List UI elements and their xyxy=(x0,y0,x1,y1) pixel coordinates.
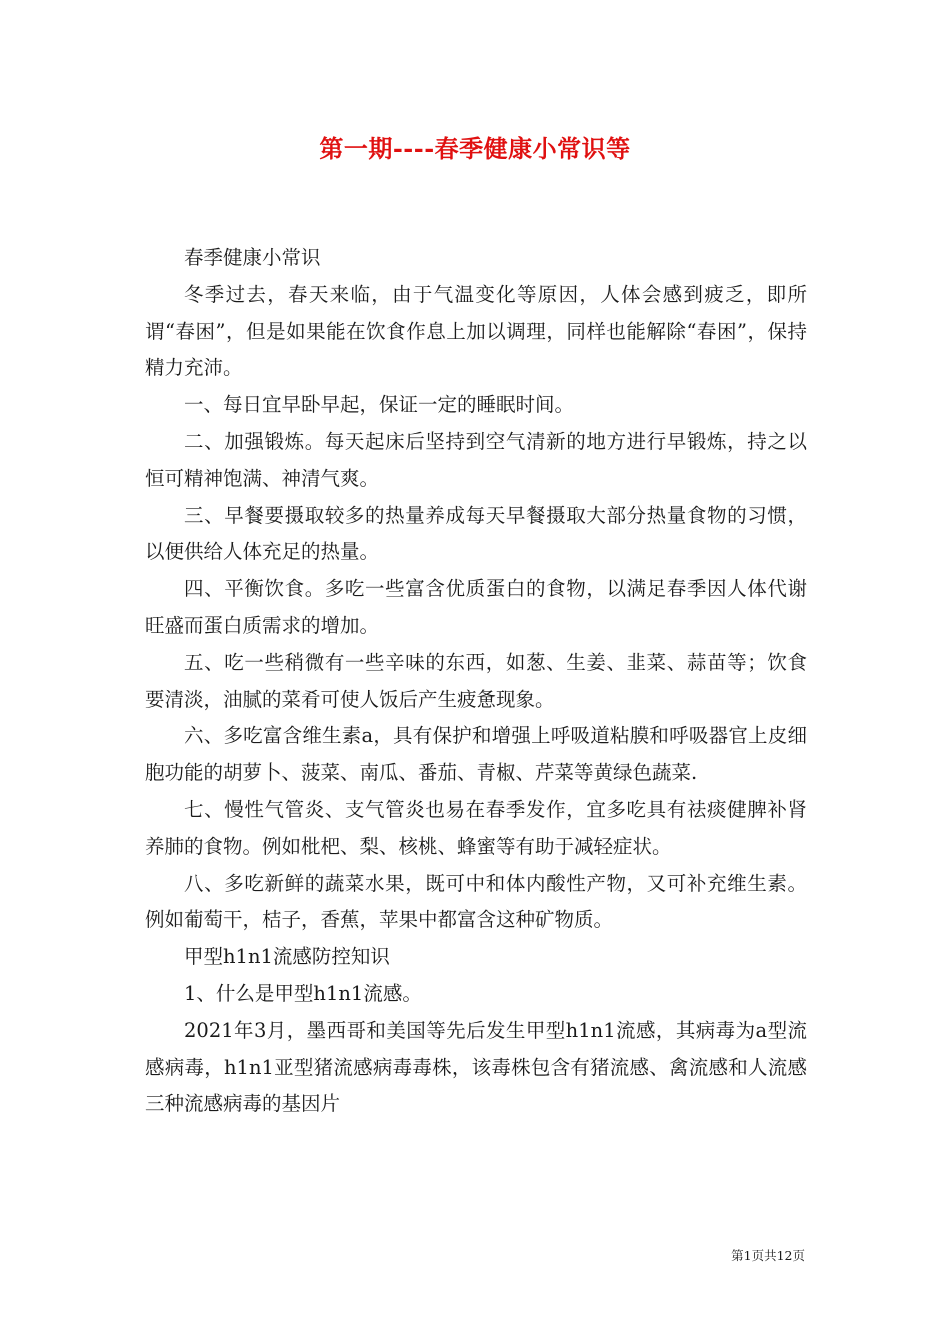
page-number-footer: 第1页共12页 xyxy=(731,1248,805,1263)
paragraph-tip-1: 一、每日宜早卧早起，保证一定的睡眠时间。 xyxy=(184,393,575,417)
paragraph-section-heading: 春季健康小常识 xyxy=(184,246,321,269)
paragraph-tip-8: 八、多吃新鲜的蔬菜水果，既可中和体内酸性产物，又可补充维生素。例如葡萄干，桔子，香蕉，苹果中都富含这种矿物质。 xyxy=(145,871,807,932)
paragraph-tip-6: 六、多吃富含维生素a，具有保护和增强上呼吸道粘膜和呼吸器官上皮细胞功能的胡萝卜、菠菜、南瓜、番茄、青椒、芹菜等黄绿色蔬菜. xyxy=(145,724,807,785)
paragraph-tip-4: 四、平衡饮食。多吃一些富含优质蛋白的食物，以满足春季因人体代谢旺盛而蛋白质需求的增加。 xyxy=(145,577,807,637)
paragraph-intro: 冬季过去，春天来临，由于气温变化等原因，人体会感到疲乏，即所谓“春困”，但是如果能在饮食作息上加以调理，同样也能解除“春困”，保持精力充沛。 xyxy=(145,282,807,380)
document-title: 第一期----春季健康小常识等 xyxy=(319,134,631,163)
paragraph-tip-2: 二、加强锻炼。每天起床后坚持到空气清新的地方进行早锻炼，持之以恒可精神饱满、神清气爽。 xyxy=(145,429,807,490)
paragraph-h1n1-heading: 甲型h1n1流感防控知识 xyxy=(184,945,390,969)
paragraph-tip-5: 五、吃一些稍微有一些辛味的东西，如葱、生姜、韭菜、蒜苗等；饮食要清淡，油腻的菜肴可使人饭后产生疲惫现象。 xyxy=(145,650,807,711)
paragraph-h1n1-answer: 2021年3月，墨西哥和美国等先后发生甲型h1n1流感，其病毒为a型流感病毒，h1n1亚型猪流感病毒毒株，该毒株包含有猪流感、禽流感和人流感三种流感病毒的基因片 xyxy=(145,1018,807,1116)
paragraph-tip-3: 三、早餐要摄取较多的热量养成每天早餐摄取大部分热量食物的习惯，以便供给人体充足的热量。 xyxy=(145,503,807,564)
paragraph-tip-7: 七、慢性气管炎、支气管炎也易在春季发作，宜多吃具有祛痰健脾补肾养肺的食物。例如枇杷、梨、核桃、蜂蜜等有助于减轻症状。 xyxy=(145,797,807,858)
paragraph-h1n1-question: 1、什么是甲型h1n1流感。 xyxy=(184,981,422,1005)
document-body xyxy=(145,240,807,1123)
